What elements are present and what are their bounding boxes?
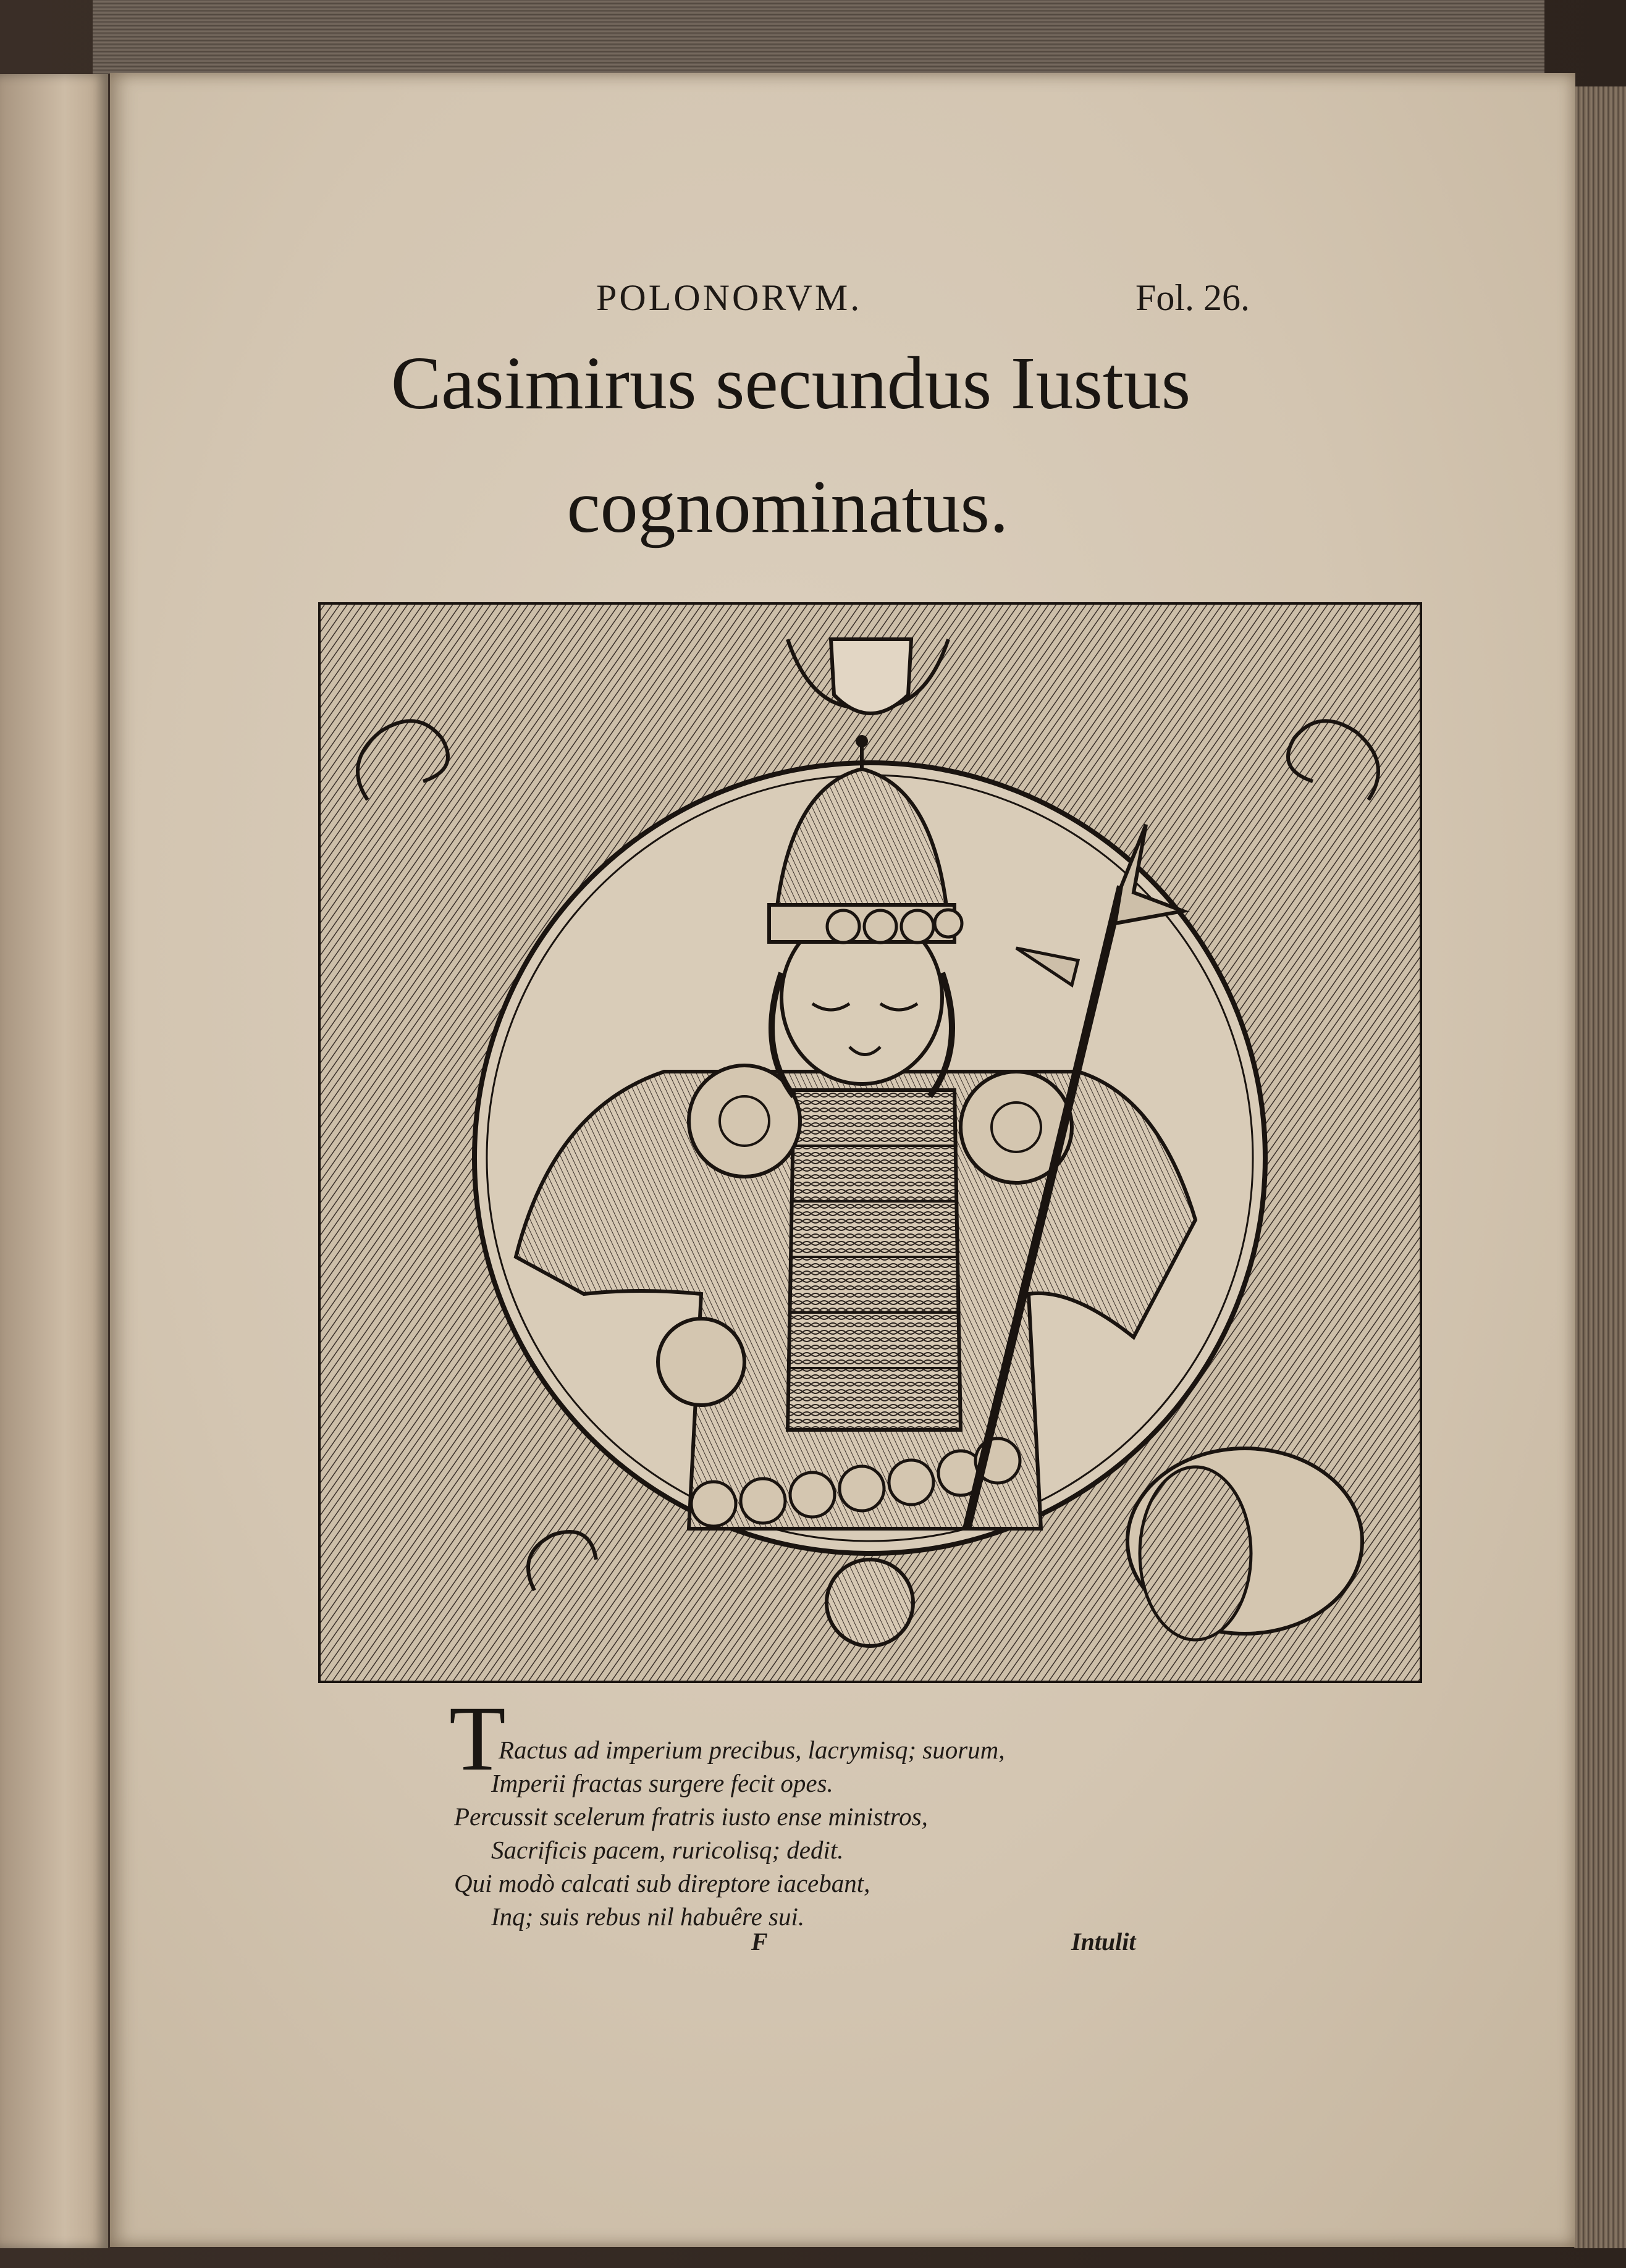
woodcut-portrait xyxy=(318,602,1422,1683)
catchword: Intulit xyxy=(1071,1928,1136,1955)
verse-line: Qui modò calcati sub direptore iacebant, xyxy=(454,1869,870,1897)
verse-block xyxy=(454,1733,1134,1933)
verse-line: Inq; suis rebus nil habuêre sui. xyxy=(491,1902,805,1931)
page-title-line-2: cognominatus. xyxy=(567,465,1009,548)
verse-line: Percussit scelerum fratris iusto ense ministros, xyxy=(454,1802,928,1831)
verse-line: Sacrificis pacem, ruricolisq; dedit. xyxy=(491,1836,844,1864)
page-title-line-1: Casimirus secundus Iustus xyxy=(390,342,1191,425)
running-head: POLONORVM. xyxy=(596,277,862,318)
folio-number: Fol. 26. xyxy=(1135,277,1250,318)
verse-line: Ractus ad imperium precibus, lacrymisq; suorum, xyxy=(499,1736,1005,1764)
book-top-edge xyxy=(93,0,1544,74)
drop-capital: T xyxy=(449,1687,506,1790)
signature-mark: F xyxy=(751,1928,768,1955)
book-fore-edge xyxy=(1574,86,1626,2248)
left-page-edge xyxy=(0,74,108,2248)
verse-line: Imperii fractas surgere fecit opes. xyxy=(491,1769,833,1797)
